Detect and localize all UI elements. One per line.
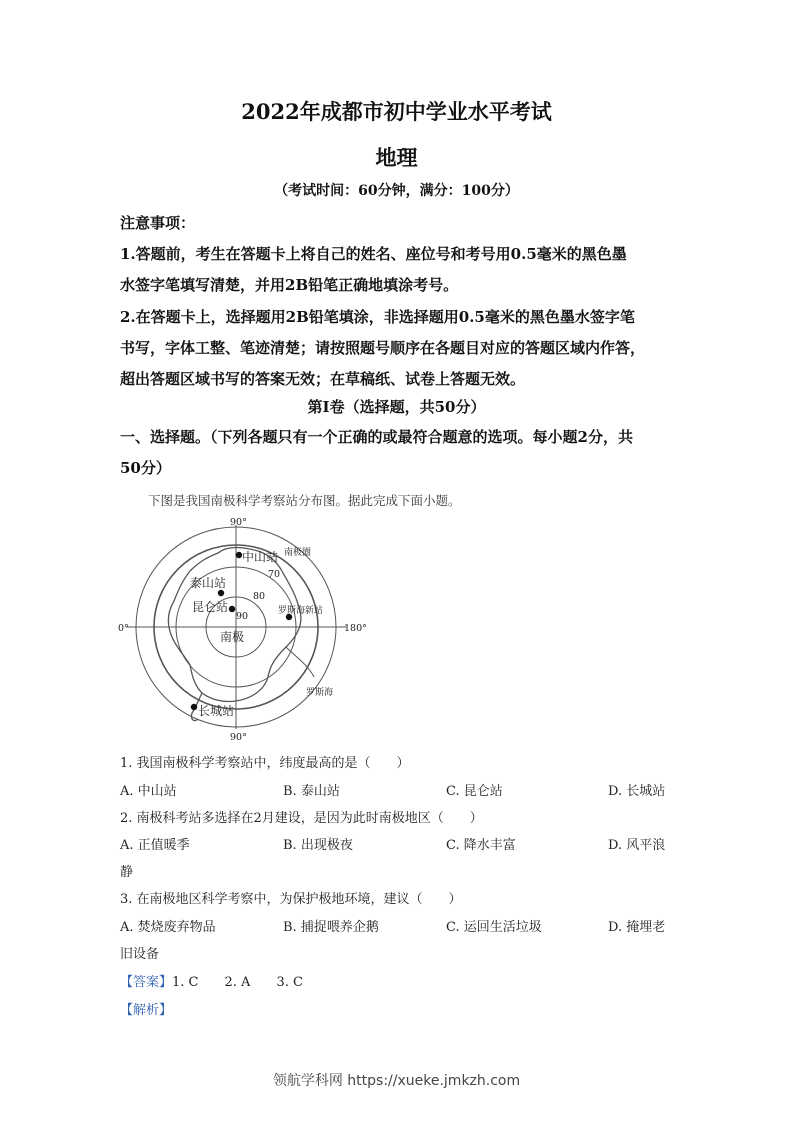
question-1-stem: 1. 我国南极科学考察站中，纬度最高的是（ ） — [120, 756, 410, 771]
notice-heading: 注意事项： — [120, 214, 196, 232]
question-3-option-c: C. 运回生活垃圾 — [446, 920, 542, 935]
label-deg-top: 90° — [230, 517, 247, 528]
question-1-option-d: D. 长城站 — [608, 784, 666, 799]
antarctica-map — [118, 515, 368, 745]
question-2-option-d-wrap: 静 — [120, 865, 134, 880]
answer-line — [120, 971, 303, 990]
answer-2: 2. A — [224, 975, 251, 990]
question-intro: 下图是我国南极科学考察站分布图。据此完成下面小题。 — [148, 493, 461, 508]
notice-item-1-line-2: 水签字笔填写清楚，并用2B铅笔正确地填涂考号。 — [120, 276, 459, 294]
question-1-option-a: A. 中山站 — [120, 784, 177, 799]
question-2-option-b: B. 出现极夜 — [283, 838, 353, 853]
label-ross-sea: 罗斯海 — [306, 688, 334, 698]
notice-item-1 — [120, 239, 680, 301]
label-antarctic-circle: 南极圈 — [284, 548, 312, 558]
question-2-option-c: C. 降水丰富 — [446, 838, 516, 853]
question-3-option-a: A. 焚烧废弃物品 — [120, 920, 216, 935]
label-deg-left: 0° — [118, 623, 129, 634]
answer-1: 1. C — [172, 975, 199, 990]
exam-title: 2022年成都市初中学业水平考试 — [241, 99, 552, 124]
notice-item-1-line-1: 1.答题前，考生在答题卡上将自己的姓名、座位号和考号用0.5毫米的黑色墨 — [120, 245, 627, 263]
label-south-pole: 南极 — [220, 630, 245, 644]
notice-item-2-line-3: 超出答题区域书写的答案无效；在草稿纸、试卷上答题无效。 — [120, 370, 526, 388]
answer-3: 3. C — [276, 975, 303, 990]
footer-watermark: 领航学科网 https://xueke.jmkzh.com — [272, 1073, 521, 1089]
notice-item-2-line-1: 2.在答题卡上，选择题用2B铅笔填涂，非选择题用0.5毫米的黑色墨水签字笔 — [120, 308, 635, 326]
label-taishan: 泰山站 — [190, 576, 227, 590]
part-heading-line-1: 一、选择题。（下列各题只有一个正确的或最符合题意的选项。每小题2分，共 — [120, 428, 633, 446]
question-2-option-d: D. 风平浪 — [608, 838, 666, 853]
question-1-option-c: C. 昆仑站 — [446, 784, 503, 799]
notice-item-2 — [120, 302, 680, 395]
analysis-line — [120, 999, 172, 1018]
label-changcheng: 长城站 — [198, 704, 235, 718]
question-1-option-b: B. 泰山站 — [283, 784, 340, 799]
label-lat-90: 90 — [236, 611, 249, 622]
exam-meta: （考试时间：60分钟，满分：100分） — [274, 183, 519, 199]
question-2-option-a: A. 正值暖季 — [120, 838, 190, 853]
label-deg-bottom: 90° — [230, 732, 247, 743]
label-kunlun: 昆仑站 — [192, 600, 229, 614]
label-lat-70: 70 — [268, 569, 281, 580]
station-dot-taishan — [218, 590, 224, 596]
station-dot-changcheng — [191, 704, 197, 710]
part-heading-line-2: 50分） — [120, 459, 171, 477]
analysis-tag: 【解析】 — [120, 1003, 173, 1018]
answer-tag: 【答案】 — [120, 975, 173, 990]
question-3-option-d-wrap: 旧设备 — [120, 947, 160, 962]
label-deg-right: 180° — [344, 623, 367, 634]
station-dot-kunlun — [229, 606, 235, 612]
question-2-stem: 2. 南极科考站多选择在2月建设，是因为此时南极地区（ ） — [120, 811, 483, 826]
part-heading — [120, 422, 680, 484]
question-3-option-b: B. 捕捉喂养企鹅 — [283, 920, 379, 935]
coastline — [168, 548, 301, 702]
question-3-option-d: D. 掩埋老 — [608, 920, 666, 935]
subject-title: 地理 — [375, 145, 418, 170]
label-lat-80: 80 — [253, 591, 266, 602]
label-ross-station: 罗斯海新站 — [278, 606, 324, 616]
label-zhongshan: 中山站 — [242, 550, 279, 564]
question-3-stem: 3. 在南极地区科学考察中，为保护极地环境，建议（ ） — [120, 892, 462, 907]
notice-item-2-line-2: 书写，字体工整、笔迹清楚；请按照题号顺序在各题目对应的答题区域内作答， — [120, 339, 646, 357]
section-title: 第Ⅰ卷（选择题，共50分） — [307, 398, 486, 416]
